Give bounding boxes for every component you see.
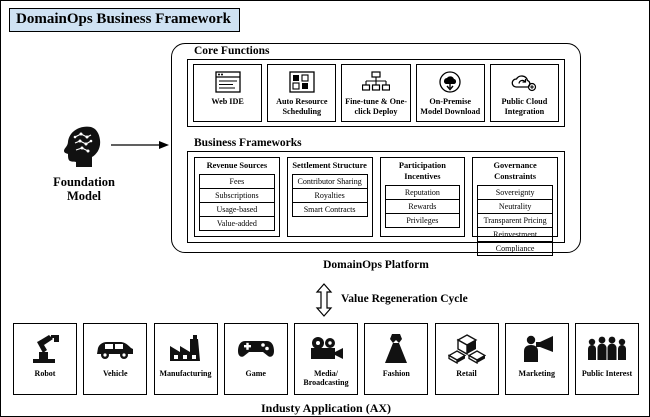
industry-item-vehicle[interactable]: [83, 323, 147, 395]
industry-item-label: Manufacturing: [159, 369, 212, 378]
framework-column-revenue-sources: [194, 157, 280, 237]
framework-item: Contributor Sharing: [293, 175, 367, 189]
framework-item: Royalties: [293, 189, 367, 203]
framework-column-governance-constraints: [472, 157, 558, 253]
framework-item: Neutrality: [478, 200, 552, 214]
network-nodes-icon: [362, 69, 390, 95]
people-group-icon: [586, 329, 628, 369]
industry-item-fashion[interactable]: [364, 323, 428, 395]
industry-item-retail[interactable]: [435, 323, 499, 395]
framework-item: Value-added: [216, 219, 257, 228]
business-frameworks-label: Business Frameworks: [194, 137, 302, 149]
framework-item: Transparent Pricing: [478, 214, 552, 228]
dress-icon: [380, 329, 412, 369]
business-frameworks-box: [187, 151, 565, 253]
browser-code-icon: [215, 69, 241, 95]
resource-grid-icon: [289, 69, 315, 95]
framework-item: Sovereignty: [478, 186, 552, 200]
core-function-label: Public Cloud Integration: [501, 97, 548, 116]
core-function-label: Fine-tune & One-click Deploy: [345, 97, 407, 116]
industry-item-marketing[interactable]: [505, 323, 569, 395]
industry-item-label: Marketing: [518, 369, 555, 378]
framework-item-list: [199, 174, 275, 231]
core-function-label: On-Premise Model Download: [420, 97, 481, 116]
framework-column-settlement-structure: [287, 157, 373, 237]
industry-item-label: Vehicle: [102, 369, 128, 378]
framework-item: Rewards: [386, 200, 460, 214]
core-function-item[interactable]: [416, 64, 485, 122]
framework-item: Usage-based: [200, 203, 274, 217]
industry-item-label: Robot: [34, 369, 56, 378]
framework-column-title: Revenue Sources: [206, 161, 268, 170]
foundation-label-line2: Model: [66, 189, 102, 203]
double-arrow-vertical-icon: [314, 283, 334, 317]
industry-item-label: Game: [245, 369, 266, 378]
industry-item-game[interactable]: [224, 323, 288, 395]
industry-application-caption: Industy Application (AX): [260, 401, 392, 415]
framework-column-title: Participation Incentives: [398, 161, 446, 181]
industry-item-label: Media/ Broadcasting: [303, 369, 349, 387]
framework-item: Reinvestment: [478, 228, 552, 242]
page-title: DomainOps Business Framework: [9, 8, 240, 32]
core-function-label: Web IDE: [211, 97, 244, 106]
framework-item: Smart Contracts: [303, 205, 356, 214]
core-function-item[interactable]: [490, 64, 559, 122]
industry-item-robot[interactable]: [13, 323, 77, 395]
framework-column-participation-incentives: [380, 157, 466, 237]
arrow-to-platform-icon: [111, 139, 171, 151]
framework-item-list: [385, 185, 461, 228]
cloud-download-icon: [437, 69, 463, 95]
foundation-model-group: [29, 123, 139, 203]
core-function-item[interactable]: [267, 64, 336, 122]
factory-icon: [167, 329, 205, 369]
core-functions-label: Core Functions: [194, 45, 270, 57]
megaphone-person-icon: [518, 329, 556, 369]
core-function-label: Auto Resource Scheduling: [276, 97, 328, 116]
core-function-item[interactable]: [341, 64, 410, 122]
framework-item: Subscriptions: [200, 189, 274, 203]
industry-item-label: Fashion: [382, 369, 410, 378]
head-ai-icon: [61, 123, 107, 169]
framework-item: Reputation: [386, 186, 460, 200]
robot-arm-icon: [27, 329, 63, 369]
framework-item-list: [477, 185, 553, 256]
gamepad-icon: [236, 329, 276, 369]
industry-item-manufacturing[interactable]: [154, 323, 218, 395]
boxes-icon: [448, 329, 486, 369]
industry-item-media-broadcasting[interactable]: [294, 323, 358, 395]
core-functions-box: [187, 59, 565, 127]
industry-item-label: Public Interest: [581, 369, 633, 378]
cloud-sync-icon: [510, 69, 538, 95]
foundation-label-line1: Foundation: [53, 175, 115, 189]
framework-column-title: Settlement Structure: [292, 161, 367, 170]
value-regeneration-cycle-label: Value Regeneration Cycle: [341, 293, 468, 305]
foundation-model-label: [29, 175, 139, 203]
framework-item-list: [292, 174, 368, 217]
car-icon: [95, 329, 135, 369]
framework-item: Fees: [200, 175, 274, 189]
industry-application-row: [13, 323, 639, 395]
framework-item: Compliance: [495, 244, 535, 253]
core-function-item[interactable]: [193, 64, 262, 122]
movie-camera-icon: [307, 329, 345, 369]
industry-item-public-interest[interactable]: [575, 323, 639, 395]
framework-column-title: Governance Constraints: [493, 161, 537, 181]
industry-item-label: Retail: [456, 369, 477, 378]
platform-caption: DomainOps Platform: [323, 259, 429, 271]
framework-item: Privileges: [406, 216, 439, 225]
